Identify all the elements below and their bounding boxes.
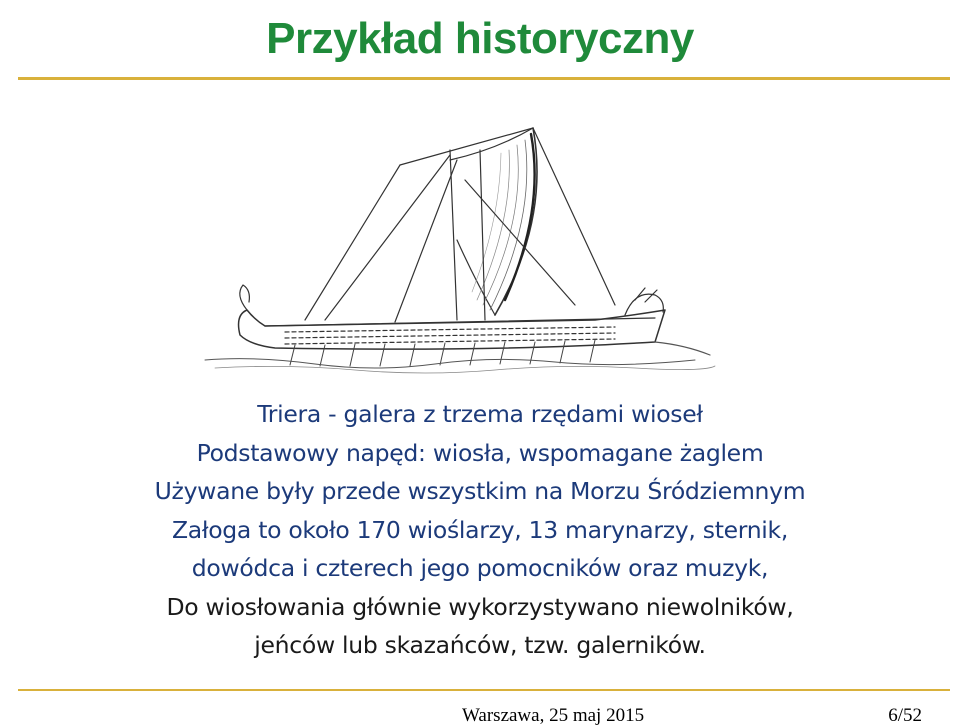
bottom-divider — [18, 689, 950, 691]
bullet-line: Podstawowy napęd: wiosła, wspomagane żaglem — [196, 438, 764, 467]
bullet-line: jeńców lub skazańców, tzw. galerników. — [254, 631, 706, 659]
page-number: 6/52 — [888, 705, 922, 726]
top-divider — [18, 77, 950, 80]
footer-place-date: Warszawa, 25 maj 2015 — [462, 705, 645, 726]
bullet-line: dowódca i czterech jego pomocników oraz muzyk, — [191, 554, 769, 582]
bullet-line: Załoga to około 170 wioślarzy, 13 marynarzy, sternik, — [171, 515, 789, 544]
bullet-line: Do wiosłowania głównie wykorzystywano niewolników, — [166, 592, 794, 621]
slide-title: Przykład historyczny — [266, 14, 694, 63]
trireme-sketch-icon — [195, 120, 735, 390]
bullet-line: Używane były przede wszystkim na Morzu Śródziemnym — [154, 477, 806, 505]
bullet-list — [0, 395, 960, 665]
bullet-line: Triera - galera z trzema rzędami wioseł — [257, 400, 703, 428]
